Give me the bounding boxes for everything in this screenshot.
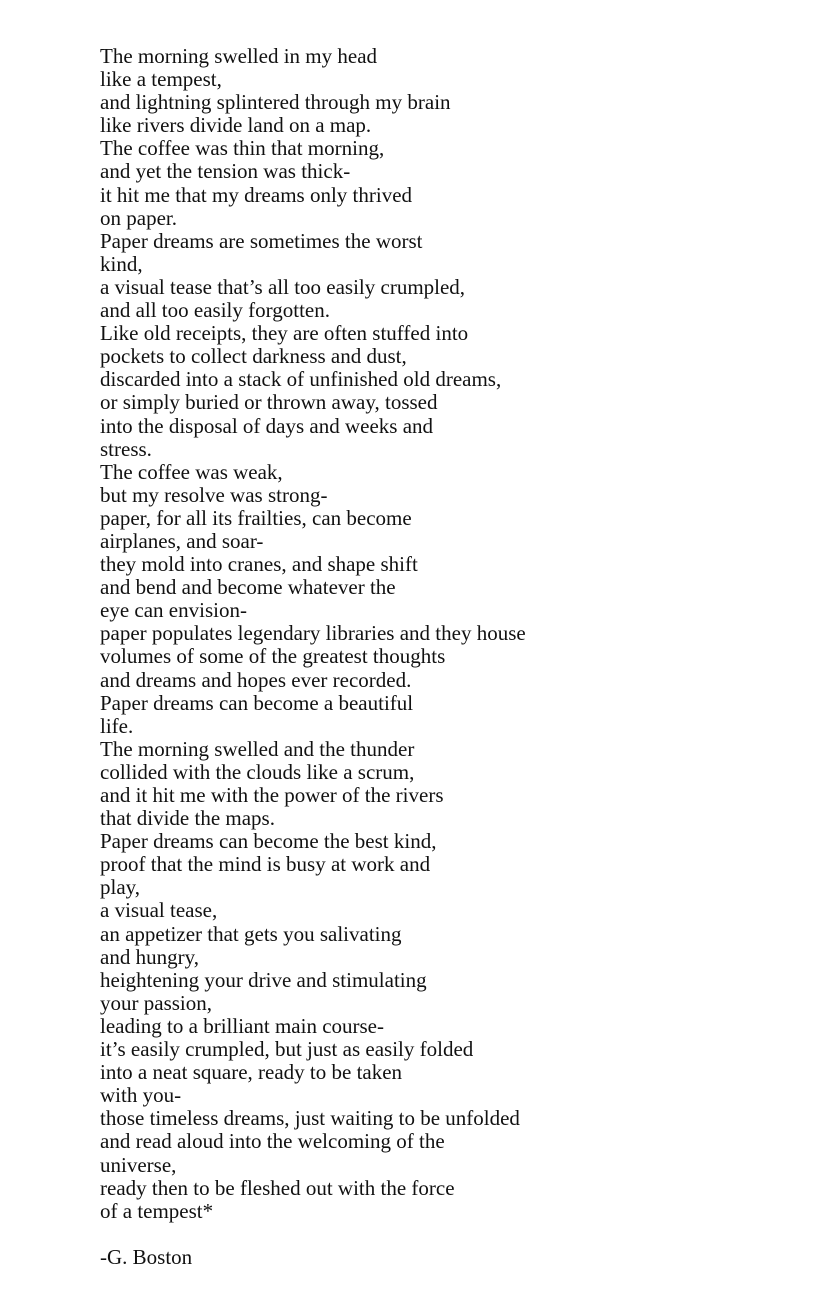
poem-line: and lightning splintered through my brain	[100, 90, 451, 115]
poem-line: an appetizer that gets you salivating	[100, 921, 402, 946]
poem-line: volumes of some of the greatest thoughts	[100, 644, 446, 669]
poem-line: The morning swelled in my head	[100, 44, 378, 68]
poem-line: like a tempest,	[100, 67, 222, 92]
poem-line: leading to a brilliant main course-	[100, 1013, 384, 1038]
poem-line: and hungry,	[100, 944, 199, 969]
poem-line: those timeless dreams, just waiting to be unfolded	[100, 1106, 520, 1131]
poem-line: like rivers divide land on a map.	[100, 113, 372, 138]
poem-line: a visual tease,	[100, 898, 218, 923]
poem-line: Paper dreams can become a beautiful	[100, 690, 414, 715]
poem-line: play,	[100, 875, 141, 900]
poem-line: The coffee was thin that morning,	[100, 136, 385, 161]
poem-line: paper populates legendary libraries and they house	[100, 621, 526, 646]
poem-line: and bend and become whatever the	[100, 575, 396, 600]
poem-line: a visual tease that’s all too easily crumpled,	[100, 274, 466, 299]
poem-line: your passion,	[100, 990, 212, 1015]
poem-line: paper, for all its frailties, can become	[100, 505, 412, 530]
poem-line: into the disposal of days and weeks and	[100, 413, 434, 438]
poem-line: and read aloud into the welcoming of the	[100, 1129, 445, 1154]
poem-line: Paper dreams are sometimes the worst	[100, 228, 423, 253]
poem-line: Like old receipts, they are often stuffed into	[100, 321, 469, 346]
poem-line: or simply buried or thrown away, tossed	[100, 390, 438, 415]
poem-line: and yet the tension was thick-	[100, 159, 351, 184]
poem-line: eye can envision-	[100, 598, 247, 623]
poem-line: it hit me that my dreams only thrived	[100, 182, 413, 207]
poem-line: and all too easily forgotten.	[100, 298, 330, 323]
poem-line: and it hit me with the power of the rivers	[100, 783, 444, 807]
poem-line: The coffee was weak,	[100, 459, 283, 484]
poem-line: collided with the clouds like a scrum,	[100, 759, 415, 784]
poem-line: ready then to be fleshed out with the force	[100, 1175, 455, 1200]
poem-line: stress.	[100, 436, 152, 461]
poem-line: kind,	[100, 251, 143, 276]
poem-line: life.	[100, 713, 134, 738]
poem-line: Paper dreams can become the best kind,	[100, 829, 437, 854]
poem-line: that divide the maps.	[100, 806, 275, 831]
poem-line: into a neat square, ready to be taken	[100, 1060, 403, 1085]
poem-line: on paper.	[100, 205, 177, 230]
poem-line: discarded into a stack of unfinished old dreams,	[100, 367, 502, 392]
poem-line: airplanes, and soar-	[100, 528, 264, 553]
poem-page	[100, 45, 800, 1269]
poem-signature: -G. Boston	[100, 1244, 193, 1269]
poem-line: The morning swelled and the thunder	[100, 736, 415, 761]
poem-line: with you-	[100, 1083, 182, 1108]
poem-line: heightening your drive and stimulating	[100, 967, 427, 992]
poem-line: but my resolve was strong-	[100, 482, 328, 507]
poem-line: and dreams and hopes ever recorded.	[100, 667, 412, 692]
poem-line: pockets to collect darkness and dust,	[100, 344, 407, 369]
poem-line: they mold into cranes, and shape shift	[100, 552, 418, 577]
poem-body	[100, 45, 800, 1223]
poem-line: it’s easily crumpled, but just as easily folded	[100, 1037, 474, 1062]
poem-line: of a tempest*	[100, 1198, 214, 1223]
poem-line: proof that the mind is busy at work and	[100, 852, 431, 877]
poem-line: universe,	[100, 1152, 177, 1177]
